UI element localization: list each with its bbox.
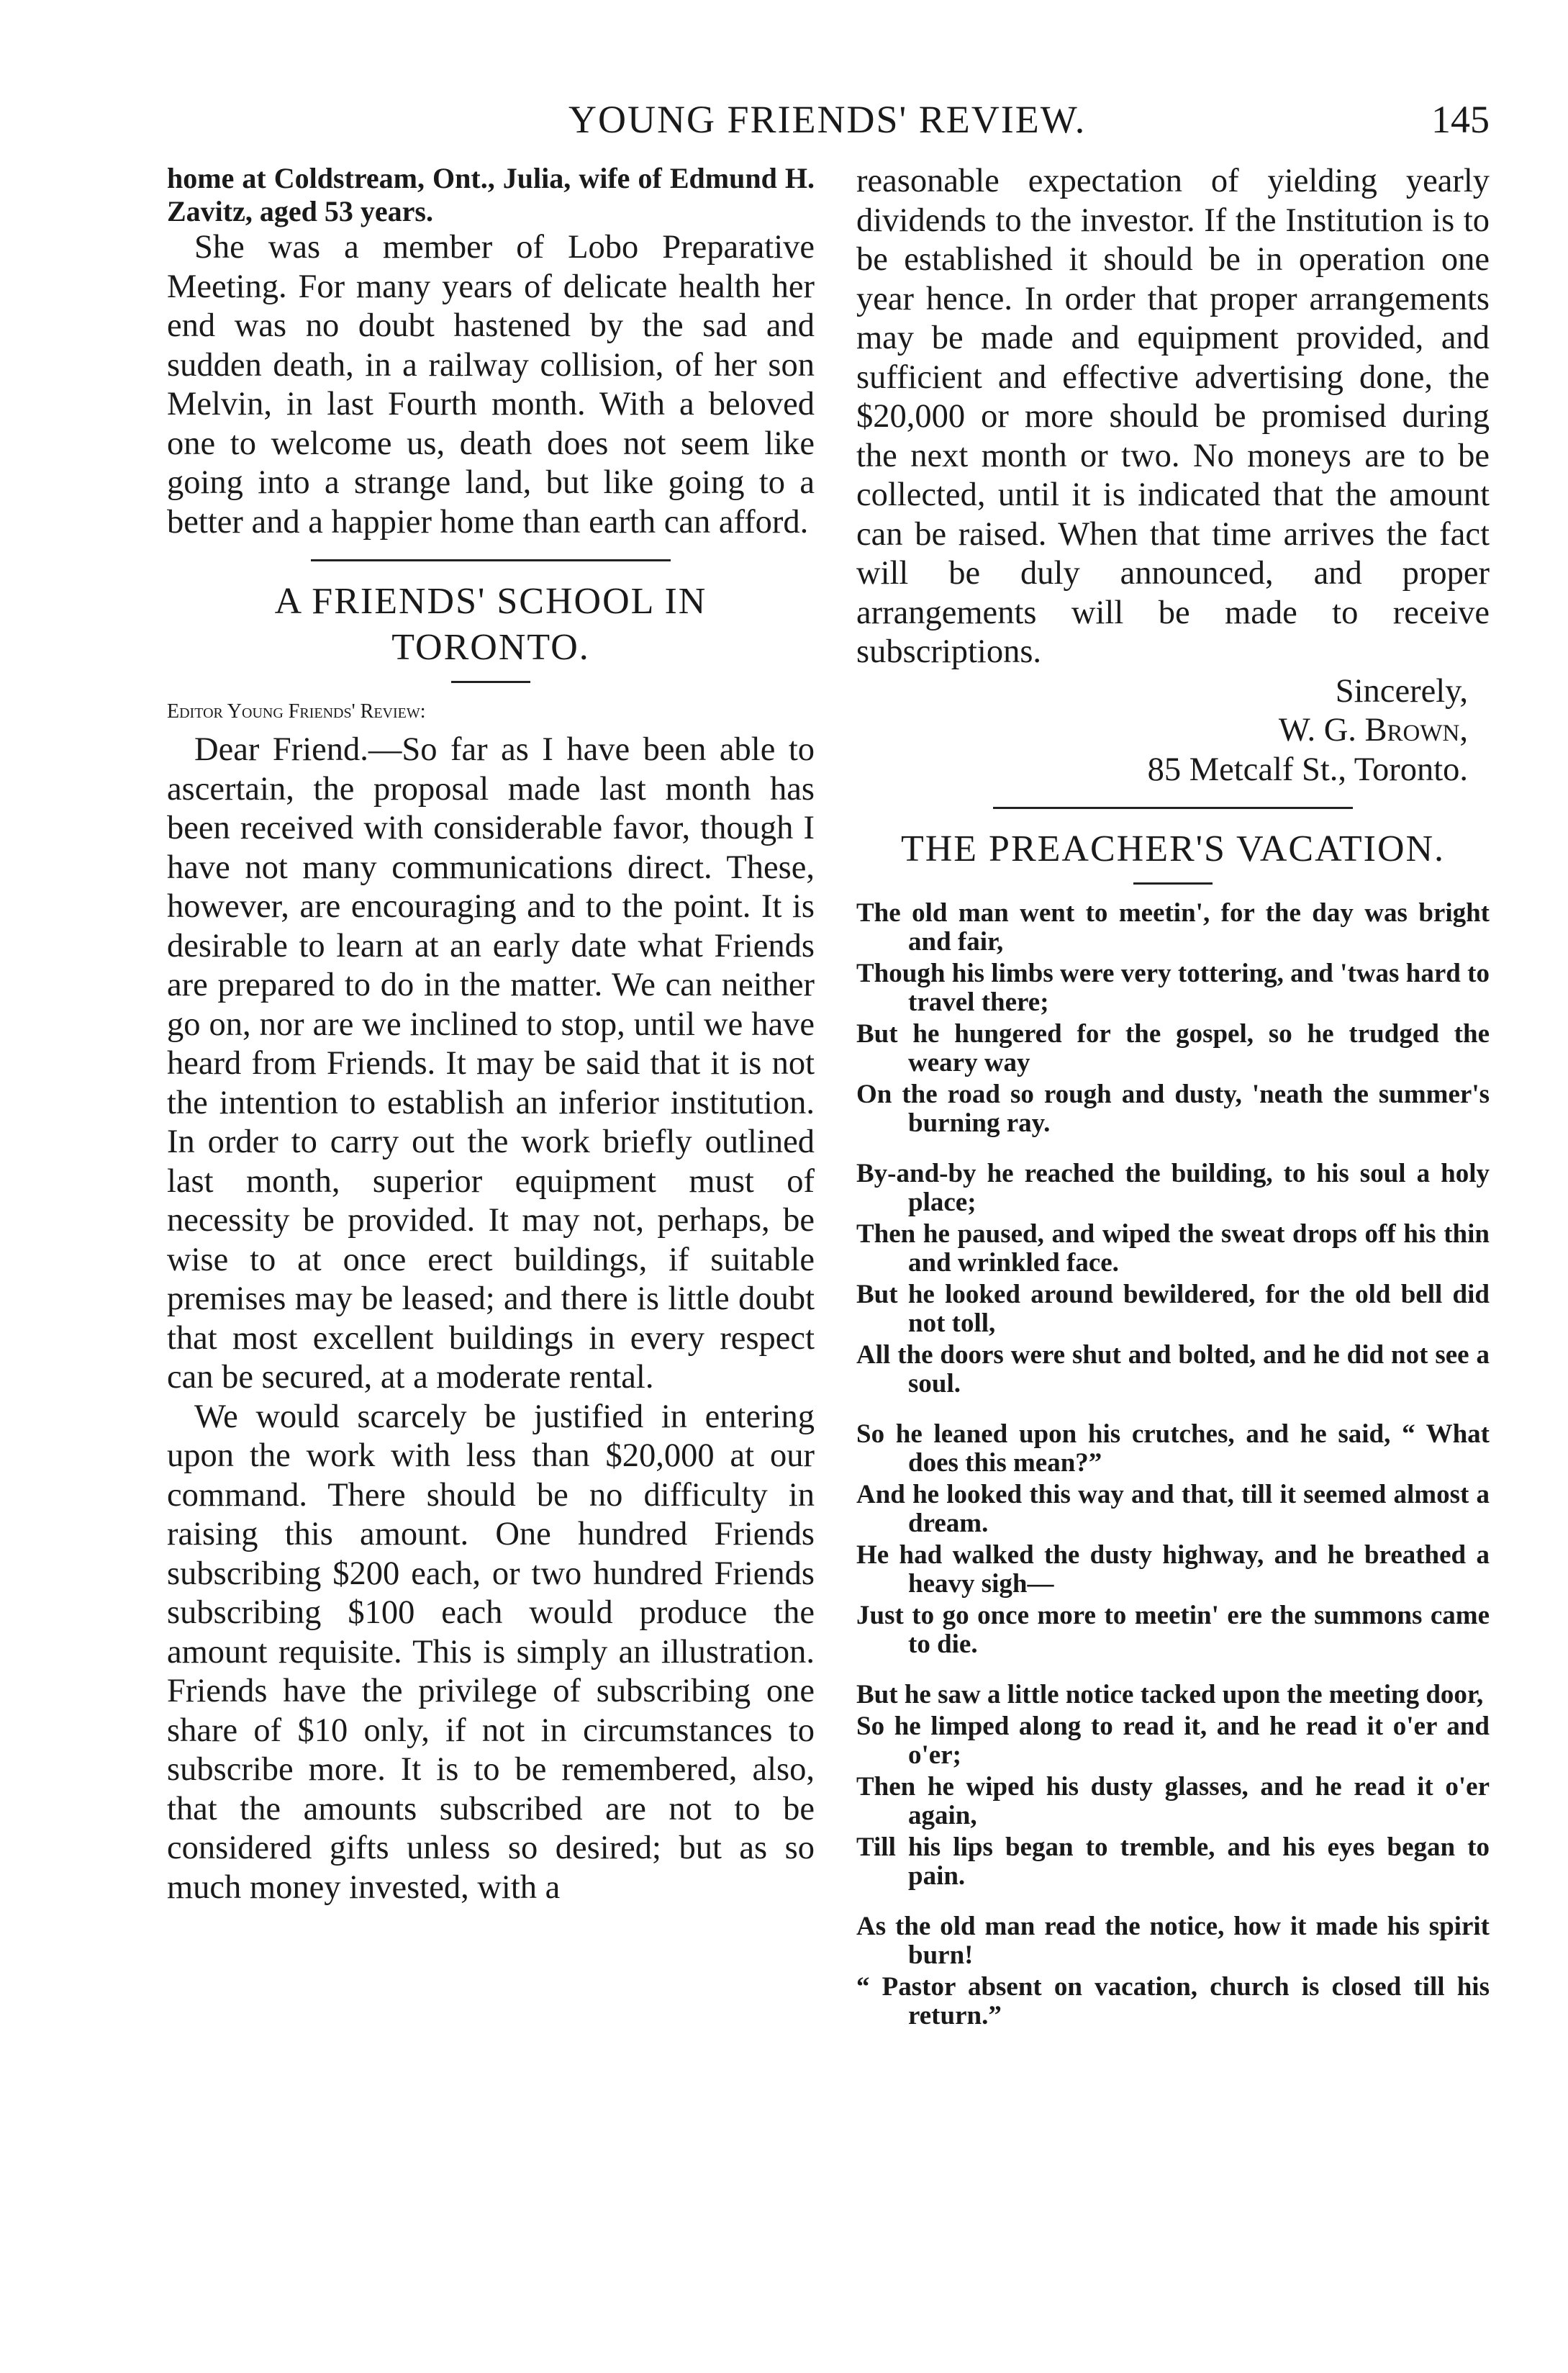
poem-line: So he leaned upon his crutches, and he said, “ What does this mean?” xyxy=(856,1419,1490,1478)
article-paragraph-2: We would scarcely be justified in entering upon the work with less than $20,000 at our command. There should be no difficulty in raising this amount. One hundred Friends subscribing $200 each, or two hundred Friends subscribing $100 each would produce the amount requisite. This is simply an illustration. Friends have the privilege of subscribing one share of $10 only, if not in circumstances to subscribe more. It is to be remembered, also, that the amounts subscribed are not to be considered gifts unless so desired; but as so much money invested, with a xyxy=(167,1398,815,1906)
signature-name: W. G. Brown, xyxy=(1278,712,1468,749)
poem-line: But he hungered for the gospel, so he trudged the weary way xyxy=(856,1019,1490,1077)
poem-line: “ Pastor absent on vacation, church is closed till his return.” xyxy=(856,1972,1490,2030)
poem-line: The old man went to meetin', for the day was bright and fair, xyxy=(856,898,1490,957)
signature-address: 85 Metcalf St., Toronto. xyxy=(1147,751,1468,788)
section-divider-2 xyxy=(993,807,1353,809)
poem-title-divider xyxy=(1133,882,1213,885)
poem-stanza xyxy=(856,1420,1490,1659)
poem xyxy=(856,899,1490,2030)
editor-salutation: Editor Young Friends' Review: xyxy=(167,700,426,723)
poem-stanza xyxy=(856,1912,1490,2030)
running-title: YOUNG FRIENDS' REVIEW. xyxy=(568,98,1087,141)
poem-line: Just to go once more to meetin' ere the summons came to die. xyxy=(856,1601,1490,1659)
letter-closing: Sincerely, xyxy=(1335,672,1468,710)
article-heading-line-1: A FRIENDS' SCHOOL IN xyxy=(274,581,707,622)
poem-stanza xyxy=(856,1160,1490,1398)
right-column xyxy=(856,162,1490,2052)
poem-line: Till his lips began to tremble, and his eyes began to pain. xyxy=(856,1832,1490,1891)
heading-divider xyxy=(451,681,530,683)
left-column xyxy=(167,162,815,1907)
poem-line: So he limped along to read it, and he read it o'er and o'er; xyxy=(856,1712,1490,1770)
page-header xyxy=(166,97,1490,155)
poem-line: And he looked this way and that, till it seemed almost a dream. xyxy=(856,1480,1490,1538)
page-number: 145 xyxy=(1431,98,1490,141)
poem-line: As the old man read the notice, how it made his spirit burn! xyxy=(856,1912,1490,1970)
poem-line: On the road so rough and dusty, 'neath the summer's burning ray. xyxy=(856,1080,1490,1138)
poem-stanza xyxy=(856,899,1490,1138)
poem-line: He had walked the dusty highway, and he breathed a heavy sigh— xyxy=(856,1540,1490,1599)
article-paragraph-1: Dear Friend.—So far as I have been able to ascertain, the proposal made last month has been received with considerable favor, though I have not many communications direct. These, however, are encouraging and to the point. It is desirable to learn at an early date what Friends are prepared to do in the matter. We can neither go on, nor are we inclined to stop, until we have heard from Friends. It may be said that it is not the intention to establish an inferior institution. In order to carry out the work briefly outlined last month, superior equipment must of necessity be provided. It may not, perhaps, be wise to at once erect buildings, if suitable premises may be leased; and there is little doubt that most excellent buildings in every respect can be secured, at a moderate rental. xyxy=(167,731,815,1396)
poem-line: Though his limbs were very tottering, and 'twas hard to travel there; xyxy=(856,959,1490,1017)
poem-line: Then he paused, and wiped the sweat drops off his thin and wrinkled face. xyxy=(856,1219,1490,1278)
article-heading xyxy=(167,579,815,671)
poem-line: By-and-by he reached the building, to his soul a holy place; xyxy=(856,1159,1490,1217)
poem-line: All the doors were shut and bolted, and he did not see a soul. xyxy=(856,1340,1490,1398)
poem-stanza xyxy=(856,1681,1490,1891)
article-heading-line-2: TORONTO. xyxy=(391,627,590,668)
article-paragraph-2-continued: reasonable expectation of yielding yearly dividends to the investor. If the Institution is to be established it should be in operation one year hence. In order that proper arrangements may be made and equipment provided, and sufficient and effective advertising done, the $20,000 or more should be promised during the next month or two. No moneys are to be collected, until it is indicated that the amount can be raised. When that time arrives the fact will be duly announced, and proper arrangements will be made to receive subscriptions. xyxy=(856,163,1490,670)
section-divider xyxy=(311,559,671,561)
poem-title: THE PREACHER'S VACATION. xyxy=(900,828,1446,869)
obituary-body: She was a member of Lobo Preparative Meeting. For many years of delicate health her end was no doubt hastened by the sad and sudden death, in a railway collision, of her son Melvin, in last Fourth month. With a beloved one to welcome us, death does not seem like going into a strange land, but like going to a better and a happier home than earth can afford. xyxy=(167,229,815,541)
poem-line: But he looked around bewildered, for the old bell did not toll, xyxy=(856,1280,1490,1338)
poem-line: Then he wiped his dusty glasses, and he read it o'er again, xyxy=(856,1772,1490,1830)
obituary-notice: home at Coldstream, Ont., Julia, wife of Edmund H. Zavitz, aged 53 years. xyxy=(167,162,815,227)
poem-line: But he saw a little notice tacked upon the meeting door, xyxy=(856,1680,1484,1709)
